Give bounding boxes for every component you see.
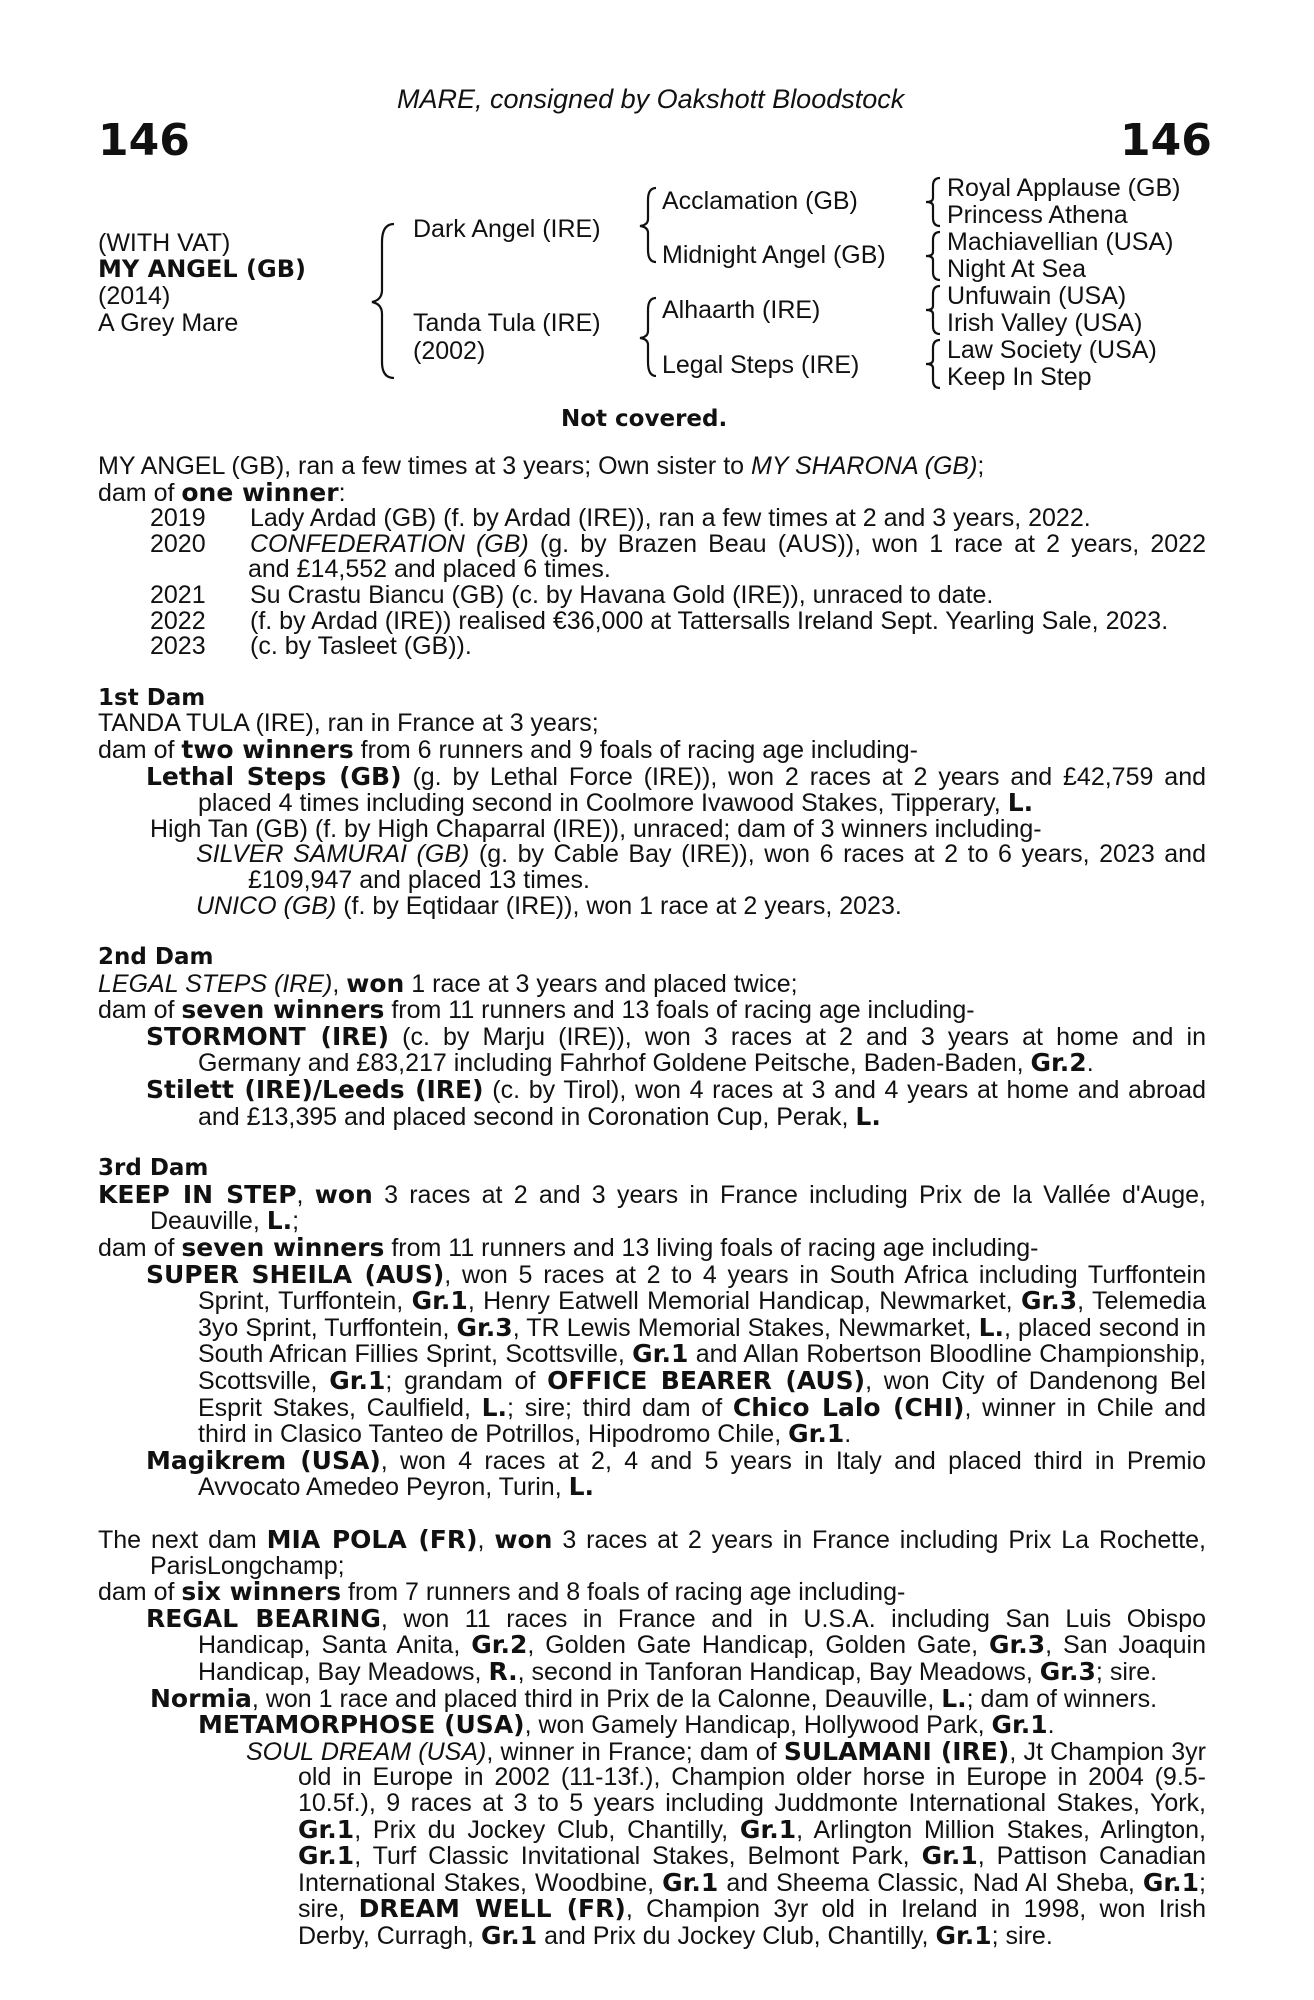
- produce-row: 2020 CONFEDERATION (GB) (g. by Brazen Beau (AUS)), won 1 race at 2 years, 2022: [150, 529, 1206, 558]
- pedigree-brace-main: [368, 222, 398, 382]
- pedigree-dam-dam: Legal Steps (IRE): [662, 351, 860, 379]
- dam2-line-1: LEGAL STEPS (IRE), won 1 race at 3 years and placed twice;: [98, 968, 798, 998]
- lot-number-right: 146: [1120, 115, 1212, 166]
- horse-year: (2014): [98, 282, 171, 310]
- dam1-entry: SILVER SAMURAI (GB) (g. by Cable Bay (IRE)), won 6 races at 2 to 6 years, 2023 and £109,947 and placed 13 times.: [196, 840, 1206, 894]
- pedigree-sire-sire: Acclamation (GB): [662, 187, 858, 215]
- dam2-line-2: dam of seven winners from 11 runners and 13 foals of racing age including-: [98, 995, 975, 1025]
- horse-description: A Grey Mare: [98, 309, 239, 337]
- pedigree-dam-year: (2002): [413, 337, 486, 365]
- intro-line-1: MY ANGEL (GB), ran a few times at 3 years; Own sister to MY SHARONA (GB);: [98, 452, 985, 480]
- covering-status: Not covered.: [561, 406, 728, 432]
- pedigree-sds: Machiavellian (USA): [947, 228, 1174, 256]
- pedigree-dam-sire: Alhaarth (IRE): [662, 296, 821, 324]
- pedigree-sss: Royal Applause (GB): [947, 174, 1181, 202]
- pedigree-brace-sire: [636, 186, 658, 264]
- pedigree-dsd: Irish Valley (USA): [947, 309, 1143, 337]
- pedigree-brace-ss: [922, 176, 942, 228]
- nextdam-entry: Normia, won 1 race and placed third in Prix de la Calonne, Deauville, L.; dam of winners.: [150, 1683, 1158, 1713]
- pedigree-sire: Dark Angel (IRE): [413, 215, 601, 243]
- pedigree-dss: Unfuwain (USA): [947, 282, 1127, 310]
- consignment-header: MARE, consigned by Oakshott Bloodstock: [397, 84, 905, 114]
- pedigree-brace-dam: [636, 296, 658, 378]
- dam1-entry: High Tan (GB) (f. by High Chaparral (IRE)), unraced; dam of 3 winners including-: [150, 814, 1042, 843]
- nextdam-entry: METAMORPHOSE (USA), won Gamely Handicap, Hollywood Park, Gr.1.: [198, 1710, 1055, 1740]
- pedigree-brace-dd: [922, 338, 942, 390]
- dam1-line-1: TANDA TULA (IRE), ran in France at 3 years;: [98, 709, 599, 738]
- dam2-entry: STORMONT (IRE) (c. by Marju (IRE)), won 3 races at 2 and 3 years at home and in Germany and £83,217 including Fahrhof Goldene Peitsche, Baden-Baden, Gr.2.: [146, 1021, 1207, 1078]
- dam3-entry: SUPER SHEILA (AUS), won 5 races at 2 to 4 years in South Africa including Turffontein Sprint, Turffontein, Gr.1, Henry Eatwell Memorial Handicap, Newmarket, Gr.3, Telemedia 3yo Sprint, Turffontein, Gr.3, TR Lewis Memorial Stakes, Newmarket, L., placed second in South African Fillies Sprint, Scottsville, Gr.1 and Allan Robertson Bloodline Championship, Scottsville, Gr.1; grandam of OFFICE BEARER (AUS), won City of Dandenong Bel Esprit Stakes, Caulfield, L.; sire; third dam of Chico Lalo (CHI), winner in Chile and third in Clasico Tanteo de Potrillos, Hipodromo Chile, Gr.1.: [146, 1259, 1207, 1449]
- pedigree-brace-sd: [922, 230, 942, 282]
- dam1-entry: UNICO (GB) (f. by Eqtidaar (IRE)), won 1 race at 2 years, 2023.: [196, 891, 902, 920]
- dam2-entry: Stilett (IRE)/Leeds (IRE) (c. by Tirol), won 4 races at 3 and 4 years at home and abroad and £13,395 and placed second in Coronation Cup, Perak, L.: [146, 1075, 1206, 1131]
- produce-row: 2019 Lady Ardad (GB) (f. by Ardad (IRE)), ran a few times at 2 and 3 years, 2022.: [150, 504, 1091, 533]
- pedigree-sire-dam: Midnight Angel (GB): [662, 241, 886, 269]
- dam1-entry: Lethal Steps (GB) (g. by Lethal Force (IRE)), won 2 races at 2 years and £42,759 and placed 4 times including second in Coolmore Ivawood Stakes, Tipperary, L.: [146, 761, 1206, 818]
- nextdam-line-2: dam of six winners from 7 runners and 8 foals of racing age including-: [98, 1577, 906, 1607]
- produce-row-continued: and £14,552 and placed 6 times.: [248, 555, 611, 584]
- dam1-line-2: dam of two winners from 6 runners and 9 foals of racing age including-: [98, 734, 918, 764]
- catalogue-body: [98, 454, 1206, 1949]
- pedigree-dds: Law Society (USA): [947, 336, 1157, 364]
- pedigree-ddd: Keep In Step: [947, 363, 1092, 391]
- section-heading-2nd-dam: 2nd Dam: [98, 944, 214, 971]
- nextdam-entry: SOUL DREAM (USA), winner in France; dam of SULAMANI (IRE), Jt Champion 3yr old in Europe in 2002 (11-13f.), Champion older horse in Europe in 2004 (9.5-10.5f.), 9 races at 3 to 5 years including Juddmonte International Stakes, York, Gr.1, Prix du Jockey Club, Chantilly, Gr.1, Arlington Million Stakes, Arlington, Gr.1, Turf Classic Invitational Stakes, Belmont Park, Gr.1, Pattison Canadian International Stakes, Woodbine, Gr.1 and Sheema Classic, Nad Al Sheba, Gr.1; sire, DREAM WELL (FR), Champion 3yr old in Ireland in 1998, won Irish Derby, Curragh, Gr.1 and Prix du Jockey Club, Chantilly, Gr.1; sire.: [246, 1736, 1207, 1950]
- produce-row: 2023 (c. by Tasleet (GB)).: [150, 632, 472, 661]
- pedigree-dam: Tanda Tula (IRE): [413, 309, 601, 337]
- intro-line-2: dam of one winner:: [98, 477, 346, 507]
- horse-name: MY ANGEL (GB): [98, 255, 306, 283]
- nextdam-entry: REGAL BEARING, won 11 races in France and in U.S.A. including San Luis Obispo Handicap, Santa Anita, Gr.2, Golden Gate Handicap, Golden Gate, Gr.3, San Joaquin Handicap, Bay Meadows, R., second in Tanforan Handicap, Bay Meadows, Gr.3; sire.: [146, 1603, 1206, 1686]
- pedigree-brace-ds: [922, 284, 942, 336]
- produce-row: 2021 Su Crastu Biancu (GB) (c. by Havana Gold (IRE)), unraced to date.: [150, 580, 994, 609]
- dam3-line-1: KEEP IN STEP, won 3 races at 2 and 3 years in France including Prix de la Vallée d'Auge, Deauville, L.;: [98, 1179, 1206, 1236]
- lot-number-left: 146: [98, 115, 190, 166]
- dam3-entry: Magikrem (USA), won 4 races at 2, 4 and 5 years in Italy and placed third in Premio Avvocato Amedeo Peyron, Turin, L.: [146, 1445, 1207, 1502]
- dam3-line-2: dam of seven winners from 11 runners and 13 living foals of racing age including-: [98, 1233, 1039, 1263]
- pedigree-ssd: Princess Athena: [947, 201, 1128, 229]
- produce-row: 2022 (f. by Ardad (IRE)) realised €36,000 at Tattersalls Ireland Sept. Yearling Sale, 2023.: [150, 606, 1169, 635]
- section-heading-1st-dam: 1st Dam: [98, 684, 206, 711]
- section-heading-3rd-dam: 3rd Dam: [98, 1155, 209, 1182]
- vat-label: (WITH VAT): [98, 229, 231, 257]
- pedigree-sdd: Night At Sea: [947, 255, 1086, 283]
- nextdam-line-1: The next dam MIA POLA (FR), won 3 races at 2 years in France including Prix La Rochette, ParisLongchamp;: [98, 1524, 1206, 1580]
